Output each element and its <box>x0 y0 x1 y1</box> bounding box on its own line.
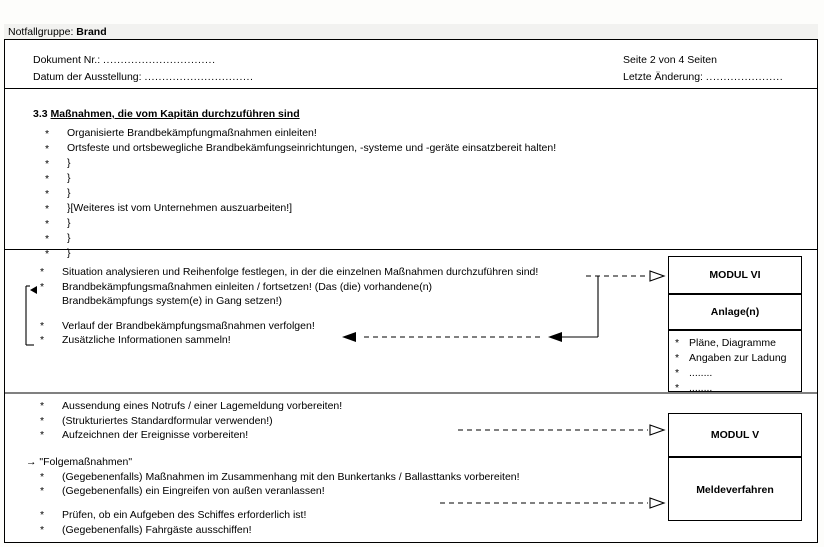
measures-block-a <box>40 265 580 348</box>
list-item <box>40 333 580 348</box>
last-change-value: ...................... <box>705 71 784 83</box>
bullet-star-icon: * <box>45 188 50 200</box>
list-item-text: Prüfen, ob ein Aufgeben des Schiffes erforderlich ist! <box>62 509 307 521</box>
modul-vi-subtitle: Anlage(n) <box>710 306 760 318</box>
bullet-star-icon: * <box>45 218 50 230</box>
bullet-star-icon: * <box>40 470 45 483</box>
list-item-text: ........ <box>689 367 713 379</box>
bullet-star-icon: * <box>40 509 45 521</box>
last-change-row <box>623 69 783 86</box>
emergency-group-label: Notfallgruppe: <box>8 26 74 38</box>
bullet-star-icon: * <box>40 400 45 412</box>
list-item-text: Organisierte Brandbekämpfungmaßnahmen einleiten! <box>67 127 317 139</box>
measures-block-c <box>26 455 626 499</box>
bullet-star-icon: * <box>40 280 45 293</box>
bullet-star-icon: * <box>45 203 50 215</box>
issue-date-value: ............................... <box>144 71 254 83</box>
bullet-star-icon: * <box>45 173 50 185</box>
modul-vi-item-list <box>669 336 801 396</box>
bullet-star-icon: * <box>40 334 45 346</box>
list-item-text: Brandbekämpfungs system(e) in Gang setzen!) <box>62 295 283 307</box>
modul-v-subtitle: Meldeverfahren <box>696 484 774 496</box>
issue-date-row <box>33 69 254 86</box>
list-item <box>669 381 801 396</box>
bullet-star-icon: * <box>45 128 50 140</box>
list-item <box>45 201 556 216</box>
measures-block-b <box>40 399 600 443</box>
follow-up-heading: → "Folgemaßnahmen" <box>26 456 133 468</box>
section-3-3-number: 3.3 <box>33 108 48 120</box>
bullet-star-icon: * <box>45 143 50 155</box>
modul-vi-title: MODUL VI <box>709 269 761 281</box>
list-item-text: Aussendung eines Notrufs / einer Lagemeldung vorbereiten! <box>62 400 343 412</box>
list-item <box>40 265 580 280</box>
bullet-star-icon: * <box>45 233 50 245</box>
modul-vi-subtitle-box <box>668 294 802 330</box>
last-change-label: Letzte Änderung: <box>623 71 703 83</box>
bullet-star-icon: * <box>40 266 45 278</box>
modul-vi-items-box <box>668 330 802 392</box>
section-3-3-heading: Maßnahmen, die vom Kapitän durchzuführen sind <box>50 108 300 120</box>
list-item-text: Verlauf der Brandbekämpfungsmaßnahmen verfolgen! <box>62 319 315 332</box>
section-3-3 <box>5 90 817 260</box>
list-item <box>40 523 600 538</box>
list-item <box>40 280 580 295</box>
list-item <box>45 156 556 171</box>
bullet-star-icon: * <box>675 337 680 349</box>
bullet-star-icon: * <box>45 248 50 260</box>
bullet-star-icon: * <box>40 319 45 332</box>
list-item <box>45 216 556 231</box>
bullet-star-icon: * <box>40 485 45 497</box>
emergency-group-header <box>4 24 818 40</box>
list-item <box>45 246 556 261</box>
bullet-star-icon: * <box>675 382 680 394</box>
list-item-text: Pläne, Diagramme <box>689 337 776 349</box>
list-item <box>45 141 556 156</box>
bullet-star-icon: * <box>45 158 50 170</box>
list-item <box>45 126 556 141</box>
list-item-text: }[Weiteres ist vom Unternehmen auszuarbeiten!] <box>67 202 293 214</box>
list-item-text: } <box>67 247 71 259</box>
emergency-group-value: Brand <box>76 26 107 38</box>
list-item <box>45 231 556 246</box>
list-item-text: Angaben zur Ladung <box>689 352 787 364</box>
measures-block-d <box>40 508 600 537</box>
bullet-star-icon: * <box>40 414 45 427</box>
list-item <box>669 366 801 381</box>
bullet-star-icon: * <box>675 367 680 379</box>
modul-v-title: MODUL V <box>710 429 760 441</box>
page-number-row: Seite 2 von 4 Seiten <box>623 54 717 66</box>
section-3-3-list <box>45 126 556 261</box>
list-item <box>669 351 801 366</box>
list-item-text: Zusätzliche Informationen sammeln! <box>62 334 231 346</box>
list-item-text: } <box>67 187 71 199</box>
list-item <box>40 319 580 334</box>
meta-right-column <box>623 52 783 86</box>
list-item-text: Brandbekämpfungsmaßnahmen einleiten / fortsetzen! (Das (die) vorhandene(n) <box>62 280 433 293</box>
issue-date-label: Datum der Ausstellung: <box>33 71 142 83</box>
list-item-text: } <box>67 172 71 184</box>
modul-v-subtitle-box <box>668 457 802 521</box>
document-meta <box>5 41 817 89</box>
list-item <box>26 470 626 485</box>
doc-number-value: ................................ <box>103 54 216 66</box>
bullet-star-icon: * <box>40 429 45 441</box>
meta-left-column <box>33 52 254 86</box>
list-item-text: (Gegebenenfalls) Maßnahmen im Zusammenhang mit den Bunkertanks / Ballasttanks vorbereiten! <box>62 470 520 483</box>
modul-vi-title-box <box>668 256 802 294</box>
list-item-text: } <box>67 157 71 169</box>
list-item-text: } <box>67 217 71 229</box>
list-item-text: ........ <box>689 382 713 394</box>
list-item-text: Situation analysieren und Reihenfolge festlegen, in der die einzelnen Maßnahmen durchzuführen sind! <box>62 266 539 278</box>
list-item-text: Ortsfeste und ortsbewegliche Brandbekämfungseinrichtungen, -systeme und -geräte einsatzbereit halten! <box>67 142 557 154</box>
list-item-text: (Gegebenenfalls) ein Eingreifen von außen veranlassen! <box>62 485 325 497</box>
list-item-text: Aufzeichnen der Ereignisse vorbereiten! <box>62 429 249 441</box>
list-item <box>40 399 600 414</box>
doc-number-label: Dokument Nr.: <box>33 54 101 66</box>
list-item <box>669 336 801 351</box>
list-item <box>45 186 556 201</box>
modul-v-title-box <box>668 413 802 457</box>
list-item-text: (Gegebenenfalls) Fahrgäste ausschiffen! <box>62 523 252 536</box>
doc-number-row <box>33 52 254 69</box>
list-item <box>45 171 556 186</box>
list-item-text: } <box>67 232 71 244</box>
bullet-star-icon: * <box>40 523 45 536</box>
list-item-text: (Strukturiertes Standardformular verwenden!) <box>62 414 273 427</box>
list-item-continuation <box>40 294 580 309</box>
list-item <box>26 484 626 499</box>
list-item <box>40 428 600 443</box>
bullet-star-icon: * <box>675 352 680 364</box>
list-item <box>40 508 600 523</box>
list-item <box>40 414 600 429</box>
section-3-3-title <box>33 108 300 120</box>
